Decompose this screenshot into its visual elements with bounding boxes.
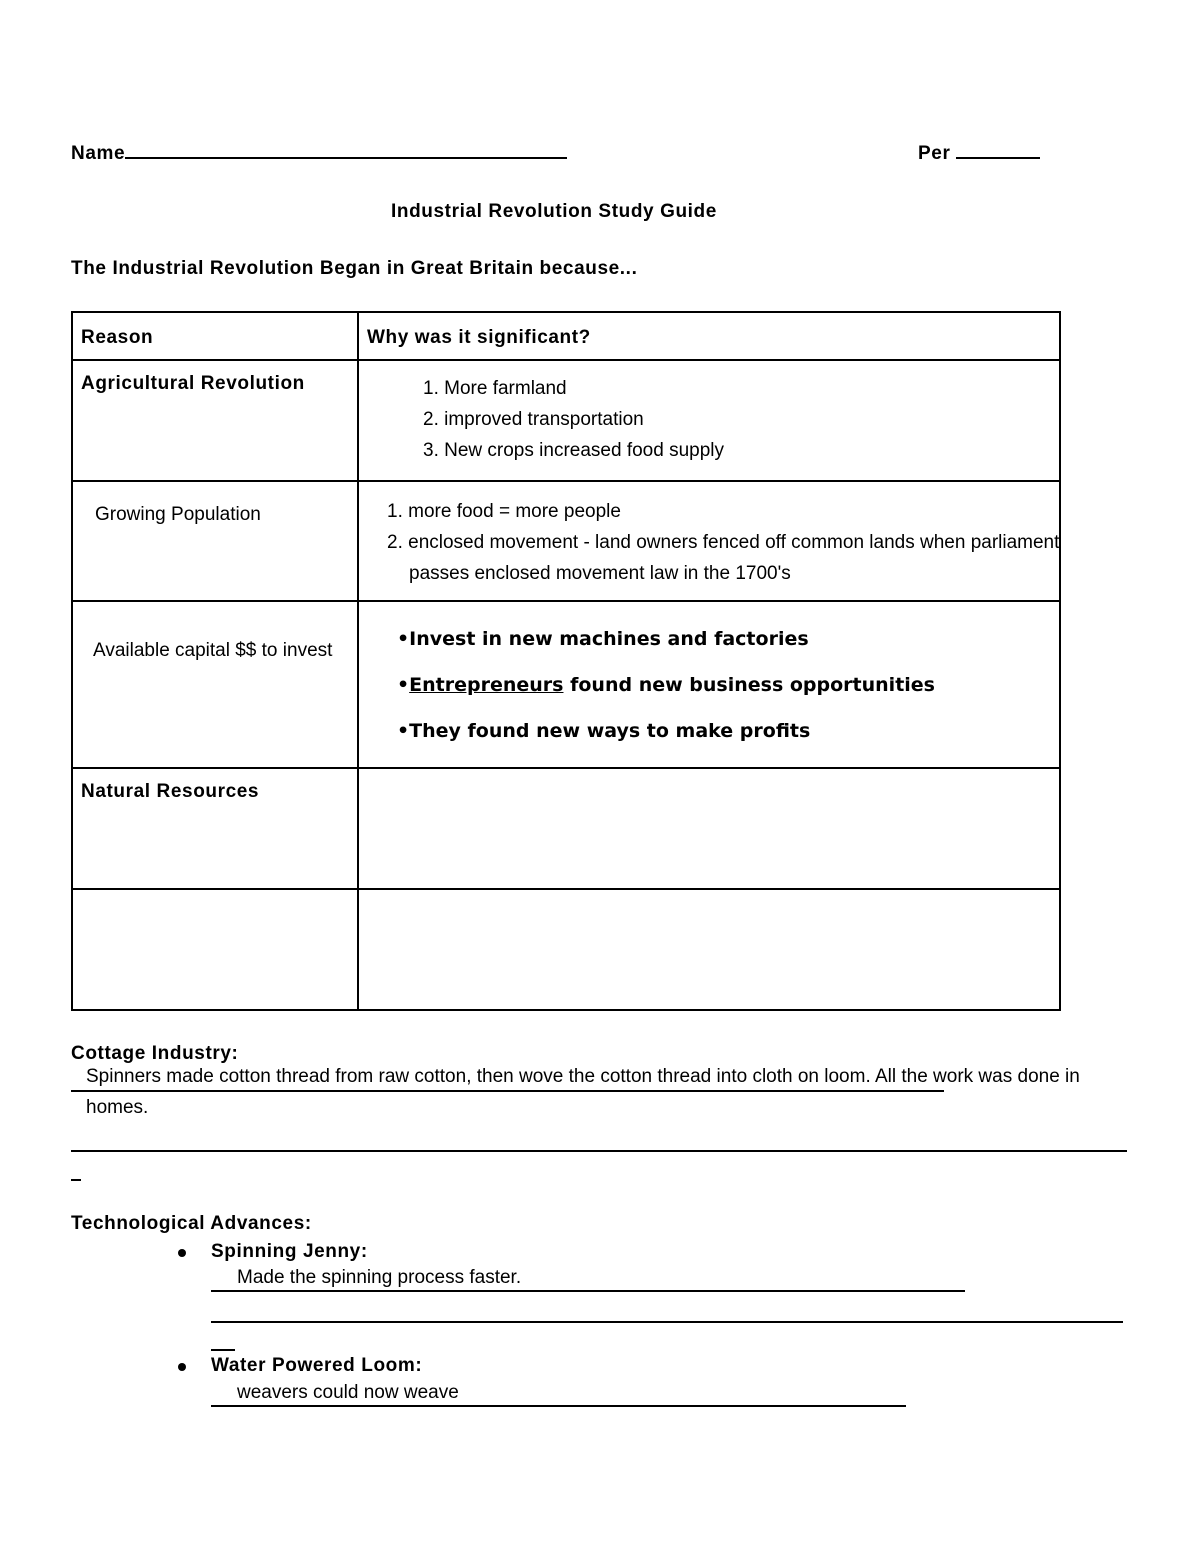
bullet-icon (178, 1249, 186, 1257)
spinning-jenny-label: Spinning Jenny: (211, 1241, 368, 1262)
answer-line (71, 1090, 944, 1092)
list-item: 2. enclosed movement - land owners fenced off common lands when parliament (387, 532, 1060, 553)
table-row (72, 601, 1060, 768)
header-cell-reason: Reason (72, 312, 358, 360)
list-item: •Invest in new machines and factories (397, 628, 809, 650)
list-item: 1. more food = more people (387, 501, 621, 522)
reasons-table (71, 311, 1061, 1011)
significance-bullets (397, 616, 935, 754)
header-cell-significance: Why was it significant? (358, 312, 1060, 360)
reason-cell: Growing Population (72, 481, 358, 601)
significance-list (423, 373, 724, 466)
page-title: Industrial Revolution Study Guide (391, 201, 717, 222)
name-blank[interactable] (125, 157, 567, 159)
reason-cell-empty[interactable] (72, 889, 358, 1010)
answer-line (211, 1321, 1123, 1323)
water-loom-label: Water Powered Loom: (211, 1355, 423, 1376)
list-item: •Entrepreneurs found new business opportunities (397, 674, 935, 696)
table-row (72, 889, 1060, 1010)
cottage-answer-line2[interactable]: homes. (86, 1097, 149, 1118)
reason-cell: Natural Resources (72, 768, 358, 889)
water-loom-answer[interactable]: weavers could now weave (237, 1382, 459, 1403)
table-row (72, 768, 1060, 889)
list-item: •They found new ways to make profits (397, 720, 811, 742)
list-item: 1. More farmland (423, 378, 567, 399)
answer-line (71, 1150, 1127, 1152)
significance-cell-empty[interactable] (358, 889, 1060, 1010)
significance-cell[interactable] (358, 481, 1060, 601)
list-item-continued: passes enclosed movement law in the 1700's (409, 563, 791, 584)
significance-cell[interactable] (358, 360, 1060, 481)
reason-cell: Agricultural Revolution (72, 360, 358, 481)
answer-line (211, 1405, 906, 1407)
section-subtitle: The Industrial Revolution Began in Great Britain because... (71, 258, 638, 279)
cottage-industry-label: Cottage Industry: (71, 1043, 239, 1064)
cottage-answer-line1[interactable]: Spinners made cotton thread from raw cotton, then wove the cotton thread into cloth on loom. All the work was done in (86, 1066, 1080, 1087)
answer-line (71, 1179, 81, 1181)
reason-cell: Available capital $$ to invest (72, 601, 358, 768)
significance-cell-empty[interactable] (358, 768, 1060, 889)
spinning-jenny-answer[interactable]: Made the spinning process faster. (237, 1267, 522, 1288)
answer-line (211, 1349, 235, 1351)
period-label: Per (918, 143, 1040, 165)
list-item: 3. New crops increased food supply (423, 440, 724, 461)
table-row (72, 360, 1060, 481)
significance-cell[interactable] (358, 601, 1060, 768)
period-blank[interactable] (956, 157, 1040, 159)
name-label: Name (71, 143, 567, 165)
answer-line (211, 1290, 965, 1292)
list-item: 2. improved transportation (423, 409, 644, 430)
table-header-row (72, 312, 1060, 360)
tech-advances-label: Technological Advances: (71, 1213, 312, 1234)
bullet-icon (178, 1363, 186, 1371)
table-row (72, 481, 1060, 601)
significance-list (387, 496, 1059, 589)
